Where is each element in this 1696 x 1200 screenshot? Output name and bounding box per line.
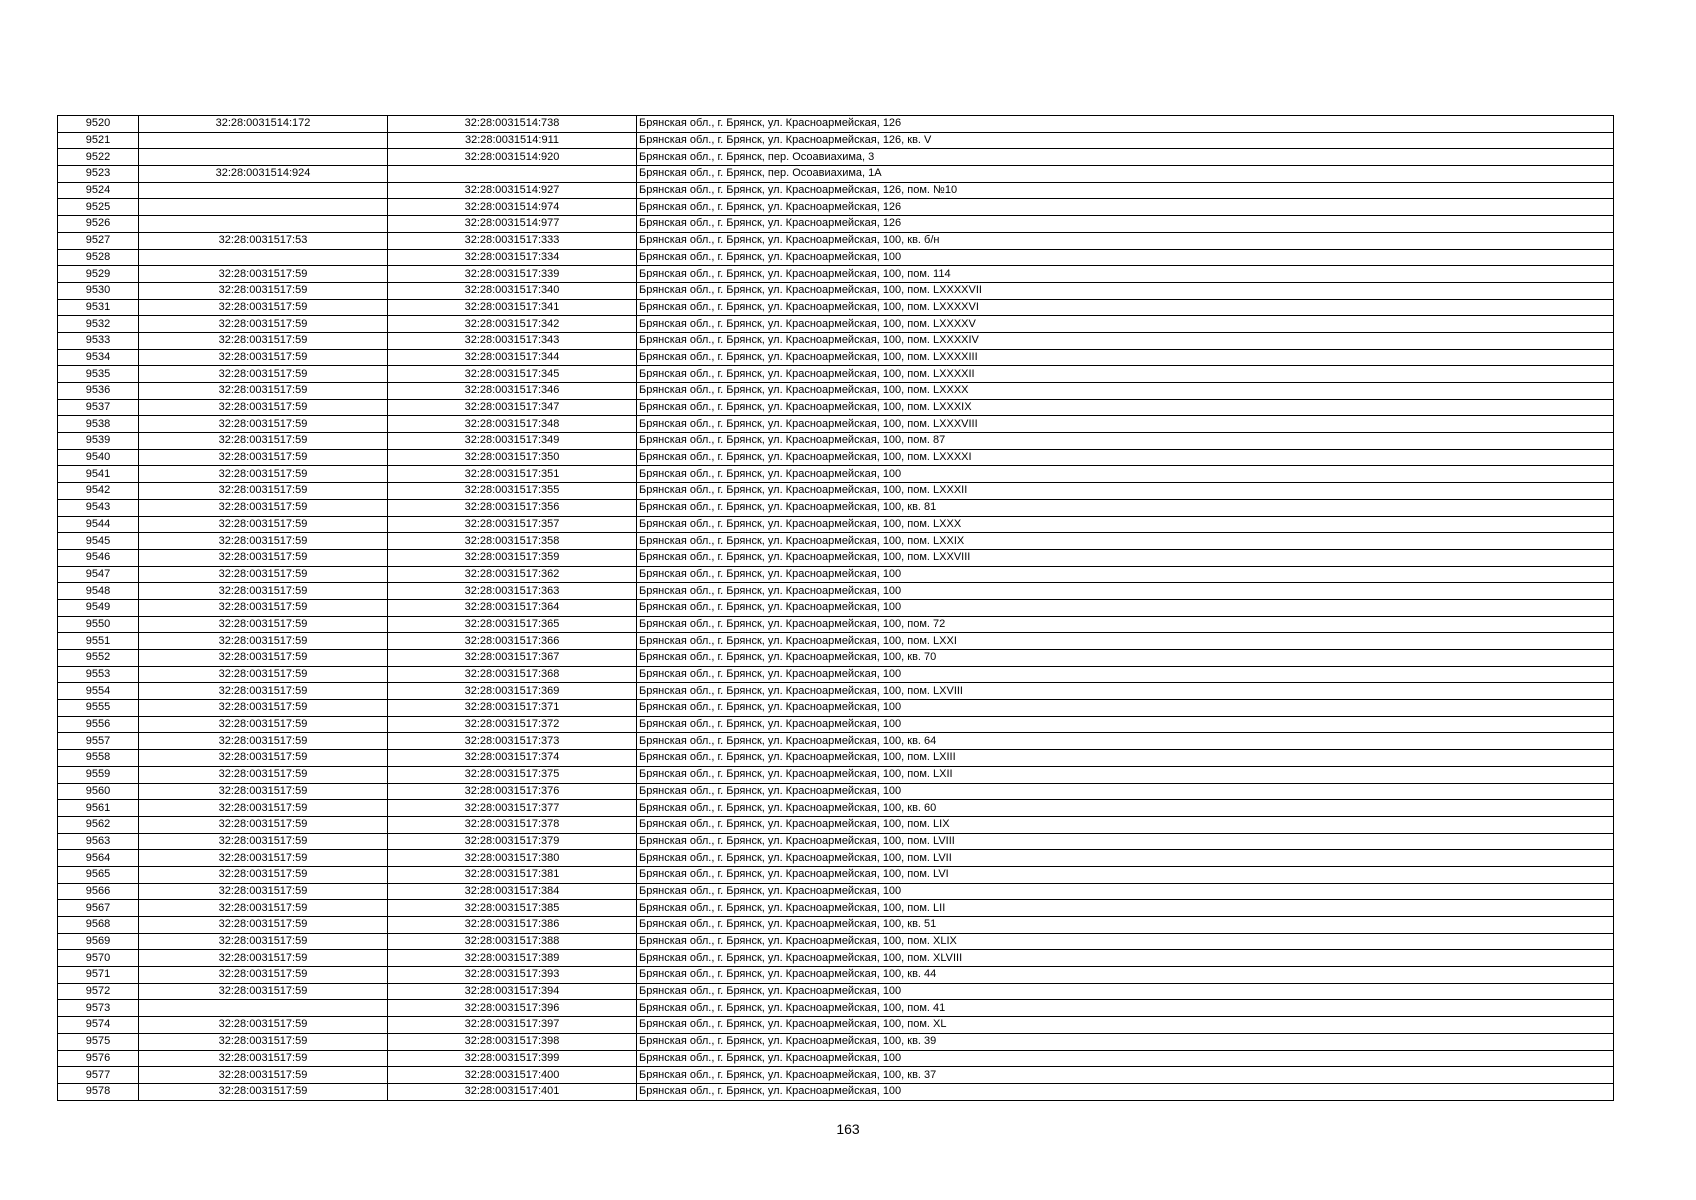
table-row <box>58 967 1614 984</box>
quarter-number-cell: 32:28:0031517:59 <box>139 983 388 1000</box>
quarter-number-cell: 32:28:0031517:59 <box>139 349 388 366</box>
address-cell: Брянская обл., г. Брянск, ул. Красноармейская, 100 <box>637 249 1614 266</box>
quarter-number-cell: 32:28:0031517:59 <box>139 933 388 950</box>
table-row <box>58 232 1614 249</box>
address-cell: Брянская обл., г. Брянск, ул. Красноармейская, 100, пом. LII <box>637 900 1614 917</box>
cadastral-number-cell: 32:28:0031517:396 <box>388 1000 637 1017</box>
table-row <box>58 800 1614 817</box>
row-number-cell: 9567 <box>58 900 139 917</box>
row-number-cell: 9557 <box>58 733 139 750</box>
row-number-cell: 9548 <box>58 583 139 600</box>
quarter-number-cell <box>139 132 388 149</box>
cadastral-number-cell: 32:28:0031514:974 <box>388 199 637 216</box>
quarter-number-cell: 32:28:0031517:59 <box>139 266 388 283</box>
quarter-number-cell: 32:28:0031517:59 <box>139 383 388 400</box>
cadastral-number-cell: 32:28:0031517:386 <box>388 917 637 934</box>
address-cell: Брянская обл., г. Брянск, ул. Красноармейская, 126 <box>637 216 1614 233</box>
row-number-cell: 9560 <box>58 783 139 800</box>
cadastral-number-cell: 32:28:0031517:394 <box>388 983 637 1000</box>
quarter-number-cell: 32:28:0031517:59 <box>139 967 388 984</box>
quarter-number-cell: 32:28:0031517:59 <box>139 883 388 900</box>
table-row <box>58 633 1614 650</box>
quarter-number-cell: 32:28:0031517:59 <box>139 332 388 349</box>
table-row <box>58 700 1614 717</box>
address-cell: Брянская обл., г. Брянск, ул. Красноармейская, 100, пом. LXXXXVI <box>637 299 1614 316</box>
table-row <box>58 383 1614 400</box>
cadastral-number-cell: 32:28:0031517:365 <box>388 616 637 633</box>
cadastral-number-cell: 32:28:0031517:398 <box>388 1033 637 1050</box>
cadastral-number-cell: 32:28:0031517:376 <box>388 783 637 800</box>
address-cell: Брянская обл., г. Брянск, ул. Красноармейская, 100, пом. LXXXXVII <box>637 282 1614 299</box>
row-number-cell: 9569 <box>58 933 139 950</box>
cadastral-number-cell: 32:28:0031517:384 <box>388 883 637 900</box>
quarter-number-cell: 32:28:0031517:59 <box>139 766 388 783</box>
cadastral-number-cell: 32:28:0031517:341 <box>388 299 637 316</box>
quarter-number-cell: 32:28:0031517:59 <box>139 1050 388 1067</box>
table-row <box>58 766 1614 783</box>
cadastral-number-cell: 32:28:0031517:367 <box>388 650 637 667</box>
row-number-cell: 9521 <box>58 132 139 149</box>
cadastral-number-cell: 32:28:0031517:397 <box>388 1017 637 1034</box>
cadastral-number-cell: 32:28:0031517:371 <box>388 700 637 717</box>
row-number-cell: 9536 <box>58 383 139 400</box>
cadastral-number-cell: 32:28:0031517:373 <box>388 733 637 750</box>
address-cell: Брянская обл., г. Брянск, ул. Красноармейская, 100 <box>637 783 1614 800</box>
table-row <box>58 349 1614 366</box>
table-row <box>58 1083 1614 1100</box>
table-row <box>58 783 1614 800</box>
cadastral-number-cell: 32:28:0031517:389 <box>388 950 637 967</box>
cadastral-number-cell: 32:28:0031517:401 <box>388 1083 637 1100</box>
table-row <box>58 950 1614 967</box>
address-cell: Брянская обл., г. Брянск, ул. Красноармейская, 100, кв. 39 <box>637 1033 1614 1050</box>
page-number: 163 <box>836 1121 860 1137</box>
cadastral-number-cell: 32:28:0031517:356 <box>388 499 637 516</box>
quarter-number-cell: 32:28:0031517:59 <box>139 850 388 867</box>
table-row <box>58 116 1614 133</box>
cadastral-number-cell: 32:28:0031517:372 <box>388 716 637 733</box>
table-row <box>58 716 1614 733</box>
address-cell: Брянская обл., г. Брянск, ул. Красноармейская, 100, пом. LXXXXIII <box>637 349 1614 366</box>
address-cell: Брянская обл., г. Брянск, ул. Красноармейская, 100, пом. LVII <box>637 850 1614 867</box>
address-cell: Брянская обл., г. Брянск, пер. Осоавиахима, 1А <box>637 166 1614 183</box>
quarter-number-cell: 32:28:0031517:59 <box>139 282 388 299</box>
table-row <box>58 1000 1614 1017</box>
cadastral-number-cell: 32:28:0031517:388 <box>388 933 637 950</box>
cadastral-number-cell: 32:28:0031517:379 <box>388 833 637 850</box>
row-number-cell: 9553 <box>58 666 139 683</box>
row-number-cell: 9532 <box>58 316 139 333</box>
row-number-cell: 9549 <box>58 599 139 616</box>
quarter-number-cell: 32:28:0031517:59 <box>139 483 388 500</box>
address-cell: Брянская обл., г. Брянск, ул. Красноармейская, 126, кв. V <box>637 132 1614 149</box>
address-cell: Брянская обл., г. Брянск, ул. Красноармейская, 100 <box>637 1083 1614 1100</box>
quarter-number-cell: 32:28:0031517:59 <box>139 499 388 516</box>
row-number-cell: 9535 <box>58 366 139 383</box>
address-cell: Брянская обл., г. Брянск, ул. Красноармейская, 100, пом. LVIII <box>637 833 1614 850</box>
table-row <box>58 483 1614 500</box>
row-number-cell: 9550 <box>58 616 139 633</box>
cadastral-number-cell: 32:28:0031517:351 <box>388 466 637 483</box>
row-number-cell: 9534 <box>58 349 139 366</box>
quarter-number-cell: 32:28:0031517:59 <box>139 800 388 817</box>
row-number-cell: 9525 <box>58 199 139 216</box>
row-number-cell: 9527 <box>58 232 139 249</box>
quarter-number-cell: 32:28:0031517:59 <box>139 516 388 533</box>
table-row <box>58 249 1614 266</box>
cadastral-number-cell: 32:28:0031517:334 <box>388 249 637 266</box>
table-row <box>58 132 1614 149</box>
table-row <box>58 983 1614 1000</box>
row-number-cell: 9530 <box>58 282 139 299</box>
row-number-cell: 9537 <box>58 399 139 416</box>
address-cell: Брянская обл., г. Брянск, ул. Красноармейская, 100, пом. LXXVIII <box>637 549 1614 566</box>
table-row <box>58 266 1614 283</box>
quarter-number-cell: 32:28:0031517:59 <box>139 566 388 583</box>
table-row <box>58 549 1614 566</box>
address-cell: Брянская обл., г. Брянск, ул. Красноармейская, 100 <box>637 466 1614 483</box>
cadastral-number-cell: 32:28:0031514:920 <box>388 149 637 166</box>
address-cell: Брянская обл., г. Брянск, ул. Красноармейская, 100 <box>637 599 1614 616</box>
table-row <box>58 216 1614 233</box>
quarter-number-cell: 32:28:0031517:59 <box>139 633 388 650</box>
quarter-number-cell: 32:28:0031517:59 <box>139 1033 388 1050</box>
row-number-cell: 9575 <box>58 1033 139 1050</box>
table-row <box>58 566 1614 583</box>
cadastral-number-cell: 32:28:0031517:393 <box>388 967 637 984</box>
cadastral-number-cell: 32:28:0031517:377 <box>388 800 637 817</box>
quarter-number-cell: 32:28:0031517:59 <box>139 700 388 717</box>
row-number-cell: 9577 <box>58 1067 139 1084</box>
cadastral-number-cell: 32:28:0031517:355 <box>388 483 637 500</box>
quarter-number-cell: 32:28:0031517:59 <box>139 666 388 683</box>
address-cell: Брянская обл., г. Брянск, ул. Красноармейская, 100, пом. LXXXXIV <box>637 332 1614 349</box>
cadastral-number-cell: 32:28:0031517:378 <box>388 816 637 833</box>
row-number-cell: 9573 <box>58 1000 139 1017</box>
address-cell: Брянская обл., г. Брянск, ул. Красноармейская, 100, пом. LXVIII <box>637 683 1614 700</box>
table-row <box>58 516 1614 533</box>
address-cell: Брянская обл., г. Брянск, ул. Красноармейская, 100, пом. LXXXXII <box>637 366 1614 383</box>
table-row <box>58 883 1614 900</box>
address-cell: Брянская обл., г. Брянск, ул. Красноармейская, 100, кв. 60 <box>637 800 1614 817</box>
quarter-number-cell: 32:28:0031517:59 <box>139 816 388 833</box>
table-row <box>58 933 1614 950</box>
row-number-cell: 9562 <box>58 816 139 833</box>
row-number-cell: 9543 <box>58 499 139 516</box>
quarter-number-cell: 32:28:0031517:59 <box>139 583 388 600</box>
table-row <box>58 1033 1614 1050</box>
table-row <box>58 666 1614 683</box>
row-number-cell: 9556 <box>58 716 139 733</box>
cadastral-number-cell: 32:28:0031517:380 <box>388 850 637 867</box>
address-cell: Брянская обл., г. Брянск, ул. Красноармейская, 100, пом. LXXXXI <box>637 449 1614 466</box>
table-row <box>58 533 1614 550</box>
address-cell: Брянская обл., г. Брянск, ул. Красноармейская, 100 <box>637 700 1614 717</box>
table-row <box>58 282 1614 299</box>
quarter-number-cell: 32:28:0031517:59 <box>139 399 388 416</box>
table-row <box>58 199 1614 216</box>
quarter-number-cell: 32:28:0031517:59 <box>139 449 388 466</box>
row-number-cell: 9538 <box>58 416 139 433</box>
cadastral-number-cell: 32:28:0031517:346 <box>388 383 637 400</box>
quarter-number-cell: 32:28:0031517:59 <box>139 716 388 733</box>
table-row <box>58 900 1614 917</box>
quarter-number-cell <box>139 216 388 233</box>
cadastral-number-cell: 32:28:0031517:358 <box>388 533 637 550</box>
table-row <box>58 466 1614 483</box>
cadastral-number-cell: 32:28:0031517:374 <box>388 750 637 767</box>
quarter-number-cell: 32:28:0031517:59 <box>139 466 388 483</box>
address-cell: Брянская обл., г. Брянск, пер. Осоавиахима, 3 <box>637 149 1614 166</box>
cadastral-number-cell: 32:28:0031514:738 <box>388 116 637 133</box>
row-number-cell: 9565 <box>58 866 139 883</box>
address-cell: Брянская обл., г. Брянск, ул. Красноармейская, 100, пом. 41 <box>637 1000 1614 1017</box>
cadastral-number-cell: 32:28:0031517:366 <box>388 633 637 650</box>
quarter-number-cell: 32:28:0031517:59 <box>139 316 388 333</box>
row-number-cell: 9539 <box>58 433 139 450</box>
row-number-cell: 9561 <box>58 800 139 817</box>
table-row <box>58 616 1614 633</box>
cadastral-number-cell: 32:28:0031517:400 <box>388 1067 637 1084</box>
address-cell: Брянская обл., г. Брянск, ул. Красноармейская, 100, пом. XL <box>637 1017 1614 1034</box>
cadastral-number-cell: 32:28:0031514:977 <box>388 216 637 233</box>
cadastral-number-cell: 32:28:0031517:344 <box>388 349 637 366</box>
address-cell: Брянская обл., г. Брянск, ул. Красноармейская, 100 <box>637 583 1614 600</box>
row-number-cell: 9576 <box>58 1050 139 1067</box>
quarter-number-cell: 32:28:0031517:53 <box>139 232 388 249</box>
address-cell: Брянская обл., г. Брянск, ул. Красноармейская, 100, кв. б/н <box>637 232 1614 249</box>
table-row <box>58 366 1614 383</box>
table-row <box>58 316 1614 333</box>
row-number-cell: 9571 <box>58 967 139 984</box>
address-cell: Брянская обл., г. Брянск, ул. Красноармейская, 100, пом. 72 <box>637 616 1614 633</box>
cadastral-number-cell <box>388 166 637 183</box>
cadastral-number-cell: 32:28:0031517:357 <box>388 516 637 533</box>
quarter-number-cell: 32:28:0031517:59 <box>139 900 388 917</box>
row-number-cell: 9547 <box>58 566 139 583</box>
table-row <box>58 499 1614 516</box>
address-cell: Брянская обл., г. Брянск, ул. Красноармейская, 100, кв. 70 <box>637 650 1614 667</box>
address-cell: Брянская обл., г. Брянск, ул. Красноармейская, 100 <box>637 716 1614 733</box>
table-row <box>58 416 1614 433</box>
table-row <box>58 433 1614 450</box>
cadastral-number-cell: 32:28:0031517:339 <box>388 266 637 283</box>
quarter-number-cell: 32:28:0031517:59 <box>139 416 388 433</box>
cadastral-number-cell: 32:28:0031514:927 <box>388 182 637 199</box>
table-row <box>58 332 1614 349</box>
quarter-number-cell: 32:28:0031517:59 <box>139 950 388 967</box>
quarter-number-cell <box>139 199 388 216</box>
quarter-number-cell <box>139 149 388 166</box>
cadastral-number-cell: 32:28:0031517:368 <box>388 666 637 683</box>
address-cell: Брянская обл., г. Брянск, ул. Красноармейская, 100, пом. LVI <box>637 866 1614 883</box>
table-row <box>58 299 1614 316</box>
address-cell: Брянская обл., г. Брянск, ул. Красноармейская, 100 <box>637 883 1614 900</box>
row-number-cell: 9540 <box>58 449 139 466</box>
table-row <box>58 1050 1614 1067</box>
row-number-cell: 9555 <box>58 700 139 717</box>
table-row <box>58 917 1614 934</box>
address-cell: Брянская обл., г. Брянск, ул. Красноармейская, 100, кв. 44 <box>637 967 1614 984</box>
address-cell: Брянская обл., г. Брянск, ул. Красноармейская, 100, пом. LXXXII <box>637 483 1614 500</box>
row-number-cell: 9564 <box>58 850 139 867</box>
quarter-number-cell: 32:28:0031517:59 <box>139 783 388 800</box>
cadastral-number-cell: 32:28:0031517:399 <box>388 1050 637 1067</box>
row-number-cell: 9554 <box>58 683 139 700</box>
cadastral-number-cell: 32:28:0031517:359 <box>388 549 637 566</box>
row-number-cell: 9578 <box>58 1083 139 1100</box>
address-cell: Брянская обл., г. Брянск, ул. Красноармейская, 100, пом. LXXXX <box>637 383 1614 400</box>
quarter-number-cell: 32:28:0031517:59 <box>139 750 388 767</box>
row-number-cell: 9542 <box>58 483 139 500</box>
address-cell: Брянская обл., г. Брянск, ул. Красноармейская, 100, кв. 64 <box>637 733 1614 750</box>
address-cell: Брянская обл., г. Брянск, ул. Красноармейская, 100, кв. 51 <box>637 917 1614 934</box>
row-number-cell: 9528 <box>58 249 139 266</box>
address-cell: Брянская обл., г. Брянск, ул. Красноармейская, 100, пом. LXXIX <box>637 533 1614 550</box>
table-row <box>58 833 1614 850</box>
cadastral-number-cell: 32:28:0031517:340 <box>388 282 637 299</box>
address-cell: Брянская обл., г. Брянск, ул. Красноармейская, 100, пом. XLVIII <box>637 950 1614 967</box>
cadastral-number-cell: 32:28:0031517:362 <box>388 566 637 583</box>
quarter-number-cell: 32:28:0031517:59 <box>139 733 388 750</box>
address-cell: Брянская обл., г. Брянск, ул. Красноармейская, 100, пом. XLIX <box>637 933 1614 950</box>
address-cell: Брянская обл., г. Брянск, ул. Красноармейская, 100, пом. LXXXXV <box>637 316 1614 333</box>
row-number-cell: 9526 <box>58 216 139 233</box>
row-number-cell: 9546 <box>58 549 139 566</box>
cadastral-number-cell: 32:28:0031517:347 <box>388 399 637 416</box>
row-number-cell: 9544 <box>58 516 139 533</box>
quarter-number-cell: 32:28:0031517:59 <box>139 533 388 550</box>
table-row <box>58 182 1614 199</box>
row-number-cell: 9523 <box>58 166 139 183</box>
table-row <box>58 733 1614 750</box>
quarter-number-cell: 32:28:0031517:59 <box>139 1017 388 1034</box>
quarter-number-cell: 32:28:0031517:59 <box>139 833 388 850</box>
quarter-number-cell: 32:28:0031517:59 <box>139 683 388 700</box>
address-cell: Брянская обл., г. Брянск, ул. Красноармейская, 100 <box>637 1050 1614 1067</box>
address-cell: Брянская обл., г. Брянск, ул. Красноармейская, 100, пом. LXIII <box>637 750 1614 767</box>
cadastral-number-cell: 32:28:0031517:333 <box>388 232 637 249</box>
address-cell: Брянская обл., г. Брянск, ул. Красноармейская, 100 <box>637 666 1614 683</box>
row-number-cell: 9545 <box>58 533 139 550</box>
row-number-cell: 9558 <box>58 750 139 767</box>
address-cell: Брянская обл., г. Брянск, ул. Красноармейская, 126 <box>637 116 1614 133</box>
table-row <box>58 599 1614 616</box>
cadastral-number-cell: 32:28:0031517:348 <box>388 416 637 433</box>
address-cell: Брянская обл., г. Брянск, ул. Красноармейская, 100, кв. 37 <box>637 1067 1614 1084</box>
row-number-cell: 9559 <box>58 766 139 783</box>
quarter-number-cell: 32:28:0031517:59 <box>139 1067 388 1084</box>
cadastral-number-cell: 32:28:0031517:350 <box>388 449 637 466</box>
address-cell: Брянская обл., г. Брянск, ул. Красноармейская, 100, пом. 87 <box>637 433 1614 450</box>
cadastral-number-cell: 32:28:0031517:343 <box>388 332 637 349</box>
quarter-number-cell: 32:28:0031517:59 <box>139 650 388 667</box>
address-cell: Брянская обл., г. Брянск, ул. Красноармейская, 100, пом. LIX <box>637 816 1614 833</box>
address-cell: Брянская обл., г. Брянск, ул. Красноармейская, 126, пом. №10 <box>637 182 1614 199</box>
quarter-number-cell: 32:28:0031517:59 <box>139 549 388 566</box>
address-cell: Брянская обл., г. Брянск, ул. Красноармейская, 100, пом. LXXXVIII <box>637 416 1614 433</box>
cadastral-number-cell: 32:28:0031517:381 <box>388 866 637 883</box>
address-cell: Брянская обл., г. Брянск, ул. Красноармейская, 100, пом. LXII <box>637 766 1614 783</box>
address-cell: Брянская обл., г. Брянск, ул. Красноармейская, 100 <box>637 566 1614 583</box>
quarter-number-cell: 32:28:0031517:59 <box>139 433 388 450</box>
table-row <box>58 449 1614 466</box>
table-row <box>58 816 1614 833</box>
quarter-number-cell: 32:28:0031517:59 <box>139 299 388 316</box>
table-row <box>58 1067 1614 1084</box>
table-row <box>58 1017 1614 1034</box>
table-row <box>58 650 1614 667</box>
row-number-cell: 9566 <box>58 883 139 900</box>
cadastral-number-cell: 32:28:0031517:385 <box>388 900 637 917</box>
quarter-number-cell <box>139 249 388 266</box>
quarter-number-cell: 32:28:0031514:172 <box>139 116 388 133</box>
quarter-number-cell: 32:28:0031517:59 <box>139 616 388 633</box>
cadastral-number-cell: 32:28:0031517:363 <box>388 583 637 600</box>
table-row <box>58 683 1614 700</box>
row-number-cell: 9524 <box>58 182 139 199</box>
row-number-cell: 9522 <box>58 149 139 166</box>
row-number-cell: 9552 <box>58 650 139 667</box>
address-cell: Брянская обл., г. Брянск, ул. Красноармейская, 126 <box>637 199 1614 216</box>
address-cell: Брянская обл., г. Брянск, ул. Красноармейская, 100 <box>637 983 1614 1000</box>
cadastral-number-cell: 32:28:0031517:364 <box>388 599 637 616</box>
table-row <box>58 750 1614 767</box>
quarter-number-cell: 32:28:0031514:924 <box>139 166 388 183</box>
registry-table <box>57 115 1614 1101</box>
quarter-number-cell: 32:28:0031517:59 <box>139 366 388 383</box>
row-number-cell: 9572 <box>58 983 139 1000</box>
row-number-cell: 9574 <box>58 1017 139 1034</box>
table-row <box>58 866 1614 883</box>
cadastral-number-cell: 32:28:0031517:375 <box>388 766 637 783</box>
address-cell: Брянская обл., г. Брянск, ул. Красноармейская, 100, пом. 114 <box>637 266 1614 283</box>
row-number-cell: 9533 <box>58 332 139 349</box>
address-cell: Брянская обл., г. Брянск, ул. Красноармейская, 100, кв. 81 <box>637 499 1614 516</box>
cadastral-number-cell: 32:28:0031517:349 <box>388 433 637 450</box>
quarter-number-cell: 32:28:0031517:59 <box>139 917 388 934</box>
quarter-number-cell: 32:28:0031517:59 <box>139 866 388 883</box>
row-number-cell: 9529 <box>58 266 139 283</box>
cadastral-number-cell: 32:28:0031517:342 <box>388 316 637 333</box>
cadastral-number-cell: 32:28:0031514:911 <box>388 132 637 149</box>
table-row <box>58 149 1614 166</box>
table-row <box>58 399 1614 416</box>
row-number-cell: 9531 <box>58 299 139 316</box>
table-row <box>58 166 1614 183</box>
table-row <box>58 850 1614 867</box>
quarter-number-cell <box>139 182 388 199</box>
cadastral-number-cell: 32:28:0031517:369 <box>388 683 637 700</box>
quarter-number-cell <box>139 1000 388 1017</box>
row-number-cell: 9568 <box>58 917 139 934</box>
row-number-cell: 9520 <box>58 116 139 133</box>
registry-table-body <box>58 116 1614 1101</box>
row-number-cell: 9570 <box>58 950 139 967</box>
cadastral-number-cell: 32:28:0031517:345 <box>388 366 637 383</box>
row-number-cell: 9551 <box>58 633 139 650</box>
quarter-number-cell: 32:28:0031517:59 <box>139 599 388 616</box>
address-cell: Брянская обл., г. Брянск, ул. Красноармейская, 100, пом. LXXX <box>637 516 1614 533</box>
address-cell: Брянская обл., г. Брянск, ул. Красноармейская, 100, пом. LXXXIX <box>637 399 1614 416</box>
row-number-cell: 9563 <box>58 833 139 850</box>
address-cell: Брянская обл., г. Брянск, ул. Красноармейская, 100, пом. LXXI <box>637 633 1614 650</box>
table-row <box>58 583 1614 600</box>
quarter-number-cell: 32:28:0031517:59 <box>139 1083 388 1100</box>
row-number-cell: 9541 <box>58 466 139 483</box>
